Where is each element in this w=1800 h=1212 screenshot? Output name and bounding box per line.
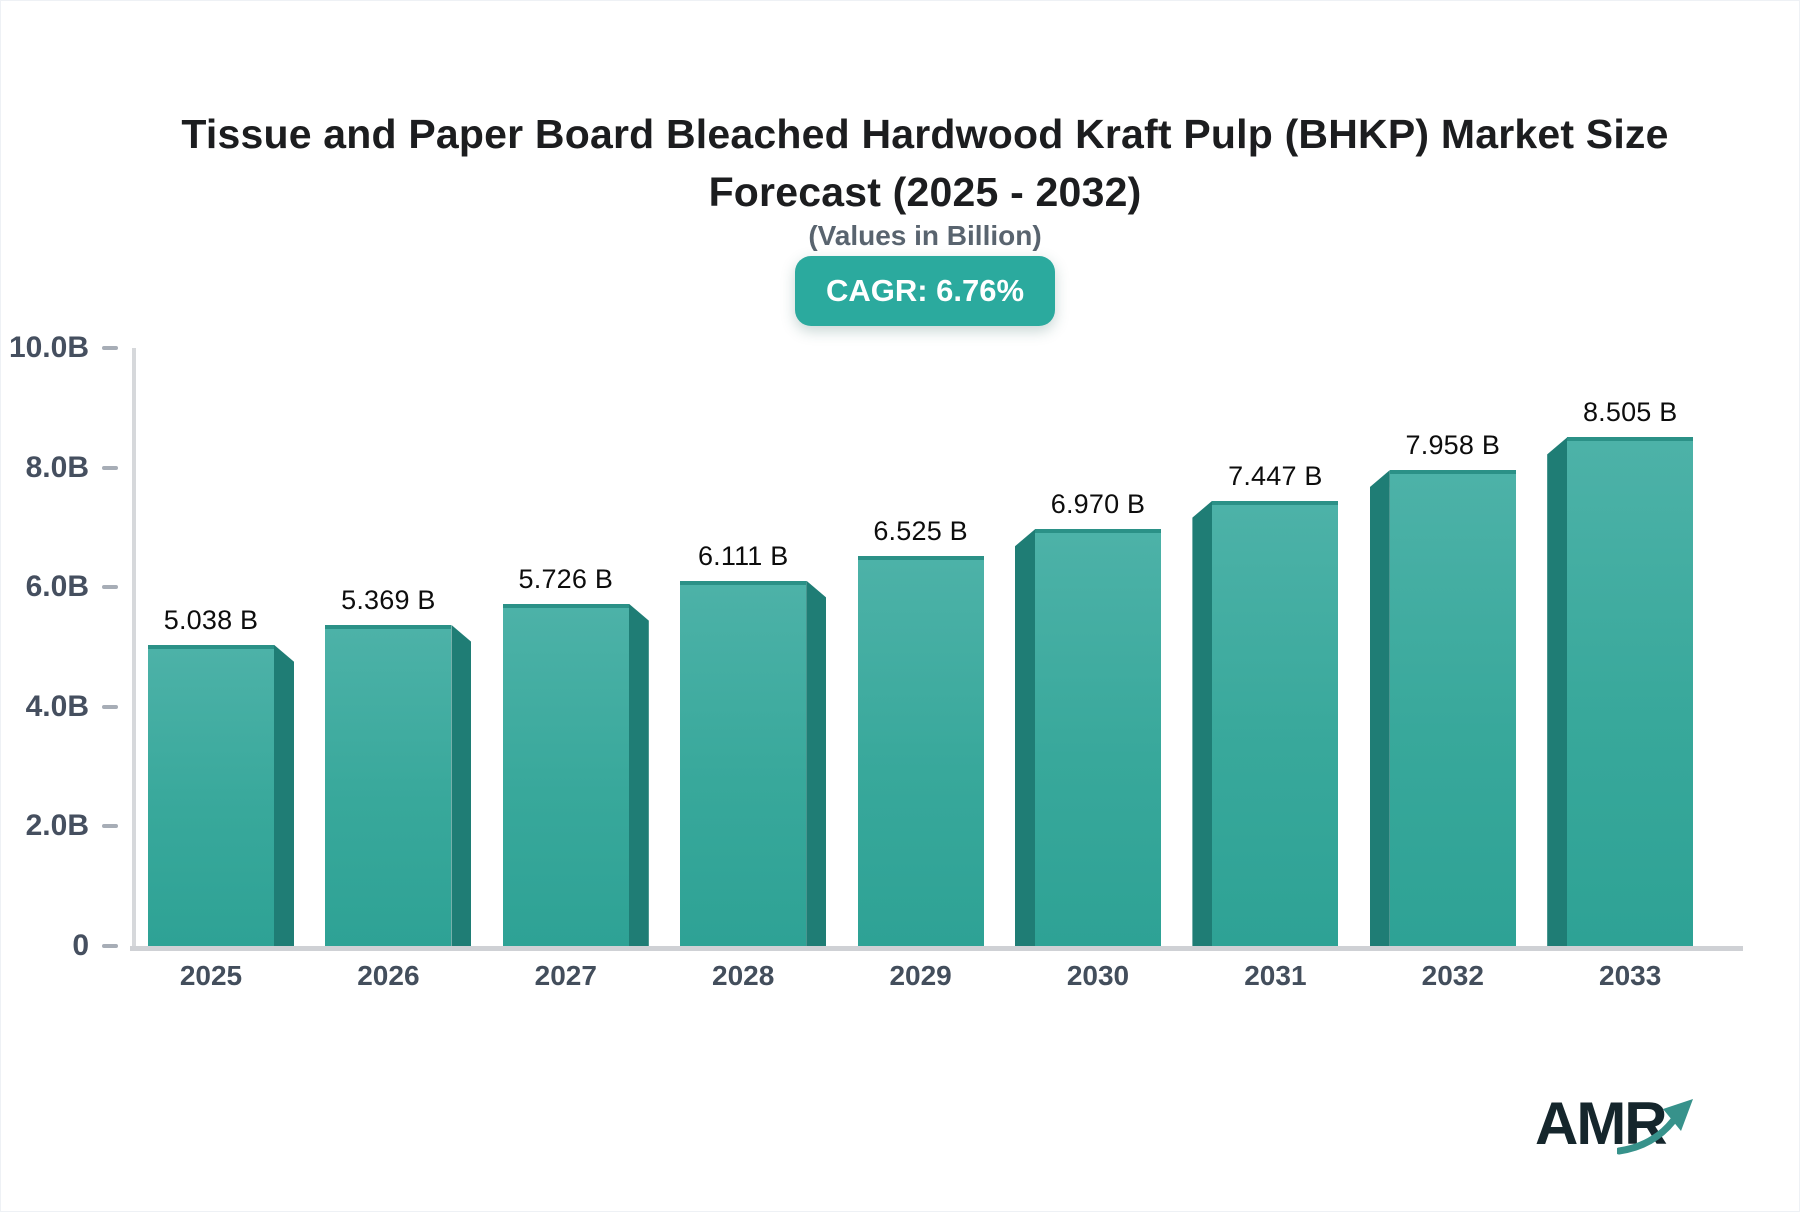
x-axis-label-2029: 2029 <box>889 960 952 991</box>
x-axis-label-2028: 2028 <box>712 960 775 991</box>
bar-top-edge <box>858 556 984 560</box>
bar-2031 <box>1212 501 1338 946</box>
cagr-badge-wrap <box>51 256 1799 326</box>
y-axis-label: 0 <box>72 929 89 962</box>
y-axis-tick <box>102 585 118 589</box>
growth-arrow-icon <box>1617 1097 1697 1155</box>
x-axis-label-2031: 2031 <box>1244 960 1307 991</box>
bar-top-edge <box>1390 470 1516 474</box>
x-axis-label-2030: 2030 <box>1066 960 1130 991</box>
bar-2032 <box>1390 470 1516 946</box>
bar-side-2026 <box>451 625 471 946</box>
y-axis-label: 4.0B <box>25 689 89 723</box>
bar-top-edge <box>325 625 451 629</box>
x-axis-label-2026: 2026 <box>357 960 420 991</box>
x-axis-label-2033: 2033 <box>1599 960 1662 991</box>
y-axis-tick <box>102 466 118 470</box>
y-axis-tick <box>102 705 118 709</box>
y-axis-tick <box>102 944 118 948</box>
bar-side-2032 <box>1370 470 1390 946</box>
x-axis-line <box>130 946 1743 951</box>
bar-side-2033 <box>1547 437 1567 946</box>
chart-title <box>51 105 1799 221</box>
cagr-badge: CAGR: 6.76% <box>795 256 1055 326</box>
bar-top-edge <box>1035 529 1161 533</box>
x-axis-label-2025: 2025 <box>179 960 243 991</box>
bar-value-label-2027: 5.726 B <box>518 563 614 594</box>
y-axis-line <box>132 348 136 951</box>
bar-value-label-2029: 6.525 B <box>873 515 968 546</box>
bar-2028 <box>680 581 806 946</box>
chart-title-line1: Tissue and Paper Board Bleached Hardwood Kraft Pulp (BHKP) Market Size <box>181 111 1669 157</box>
y-axis-label: 10.0B <box>8 331 89 364</box>
bar-2029 <box>858 556 984 946</box>
bar-side-2028 <box>806 581 826 946</box>
bar-2026 <box>325 625 451 946</box>
bar-side-2027 <box>629 604 649 946</box>
bar-value-label-2028: 6.111 B <box>697 540 789 571</box>
bar-2030 <box>1035 529 1161 946</box>
bar-value-label-2025: 5.038 B <box>163 604 259 635</box>
amr-logo-text: AMR <box>1535 1090 1666 1157</box>
x-axis-label-2032: 2032 <box>1421 960 1484 991</box>
bar-2025 <box>148 645 274 946</box>
amr-logo <box>1535 1087 1765 1167</box>
bar-top-edge <box>1567 437 1693 441</box>
chart-subtitle: (Values in Billion) <box>808 220 1042 251</box>
bar-top-edge <box>680 581 806 585</box>
bar-side-2031 <box>1192 501 1212 946</box>
bar-top-edge <box>148 645 274 649</box>
y-axis-label: 6.0B <box>25 570 89 604</box>
y-axis-tick <box>102 346 118 350</box>
y-axis-tick <box>102 824 118 828</box>
bar-value-label-2030: 6.970 B <box>1050 489 1146 520</box>
y-axis-label: 8.0B <box>25 450 89 484</box>
bar-value-label-2032: 7.958 B <box>1405 430 1501 461</box>
x-axis-label-2027: 2027 <box>534 960 597 991</box>
bar-value-label-2033: 8.505 B <box>1582 397 1678 428</box>
bar-2033 <box>1567 437 1693 946</box>
bar-top-edge <box>1212 501 1338 505</box>
bar-side-2025 <box>274 645 294 946</box>
bar-value-label-2031: 7.447 B <box>1228 460 1323 491</box>
chart-title-line2: Forecast (2025 - 2032) <box>708 169 1142 215</box>
bar-side-2030 <box>1015 529 1035 946</box>
bar-top-edge <box>503 604 629 608</box>
y-axis-label: 2.0B <box>25 809 89 843</box>
bar-2027 <box>503 604 629 946</box>
bar-value-label-2026: 5.369 B <box>341 584 436 615</box>
